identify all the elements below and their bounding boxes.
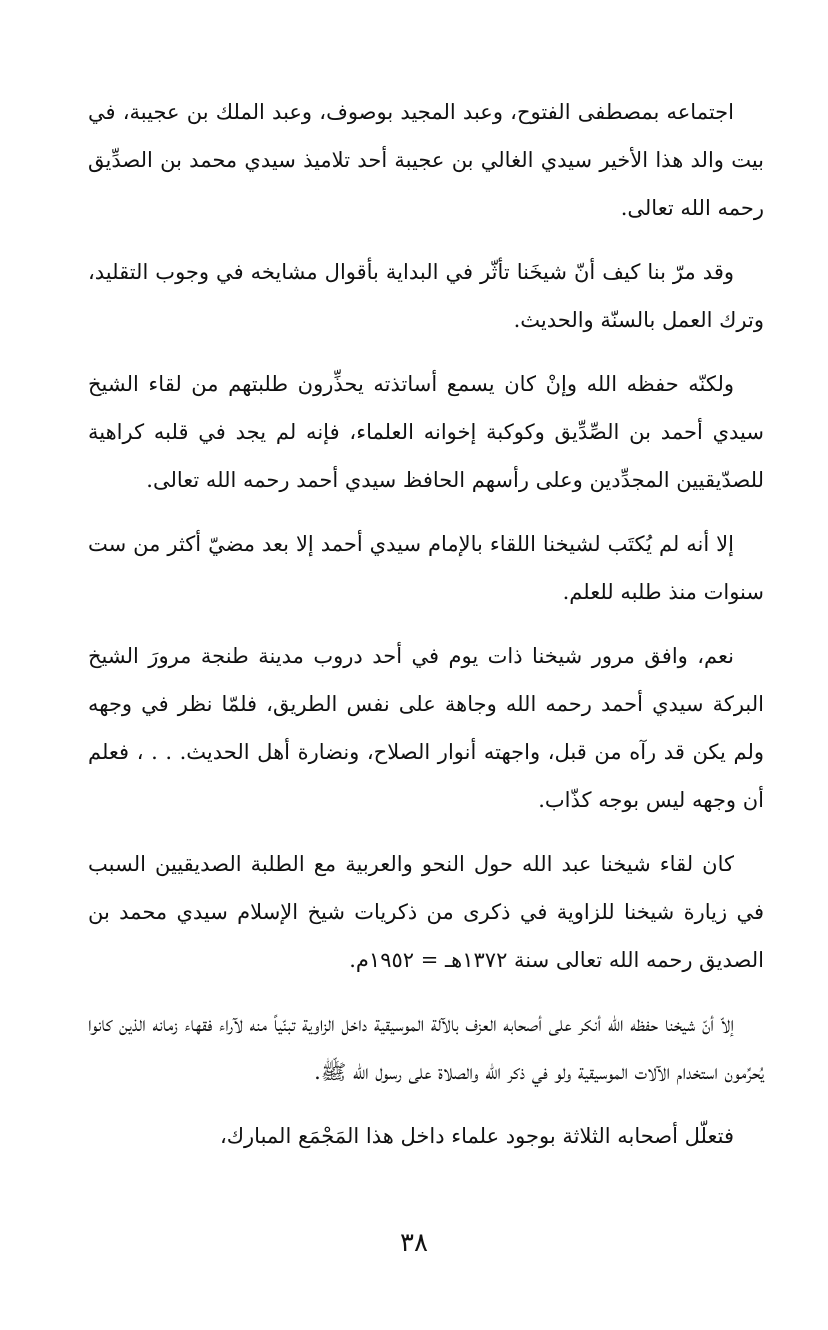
page-number: ٣٨	[400, 1228, 428, 1258]
paragraph-7: إلاّ أنّ شيخنا حفظه الله أنكر على أصحابه العزف بالآلة الموسيقية داخل الزاوية تبنّياً منه لآراء فقهاء زمانه الذين كانوا يُحرِّمون استخدام الآلات الموسيقية ولو في ذكر الله والصلاة على رسول الله ﷺ.	[88, 1012, 764, 1084]
body-text	[88, 88, 764, 1176]
paragraph-2: وقد مرّ بنا كيف أنّ شيخَنا تأثّر في البداية بأقوال مشايخه في وجوب التقليد، وترك العمل بالسنّة والحديث.	[88, 260, 764, 332]
paragraph-4: إلا أنه لم يُكتَب لشيخنا اللقاء بالإمام سيدي أحمد إلا بعد مضيّ أكثر من ست سنوات منذ طلبه للعلم.	[88, 532, 764, 604]
paragraph-1: اجتماعه بمصطفى الفتوح، وعبد المجيد بوصوف، وعبد الملك بن عجيبة، في بيت والد هذا الأخير سيدي الغالي بن عجيبة أحد تلاميذ سيدي محمد بن الصدِّيق رحمه الله تعالى.	[88, 100, 764, 220]
paragraph-5: نعم، وافق مرور شيخنا ذات يوم في أحد دروب مدينة طنجة مرورَ الشيخ البركة سيدي أحمد رحمه الله وجاهة على نفس الطريق، فلمّا نظر في وجهه ولم يكن قد رآه من قبل، واجهته أنوار الصلاح، ونضارة أهل الحديث. . . ، فعلم أن وجهه ليس بوجه كذّاب.	[88, 644, 764, 812]
paragraph-6: كان لقاء شيخنا عبد الله حول النحو والعربية مع الطلبة الصديقيين السبب في زيارة شيخنا للزاوية في ذكرى من ذكريات شيخ الإسلام سيدي محمد بن الصديق رحمه الله تعالى سنة ١٣٧٢هـ = ١٩٥٢م.	[88, 852, 764, 972]
paragraph-3: ولكنّه حفظه الله وإنْ كان يسمع أساتذته يحذِّرون طلبتهم من لقاء الشيخ سيدي أحمد بن الصِّدِّيق وكوكبة إخوانه العلماء، فإنه لم يجد في قلبه كراهية للصدّيقيين المجدِّدين وعلى رأسهم الحافظ سيدي أحمد رحمه الله تعالى.	[88, 372, 764, 492]
paragraph-8: فتعلّل أصحابه الثلاثة بوجود علماء داخل هذا المَجْمَع المبارك،	[219, 1124, 734, 1148]
